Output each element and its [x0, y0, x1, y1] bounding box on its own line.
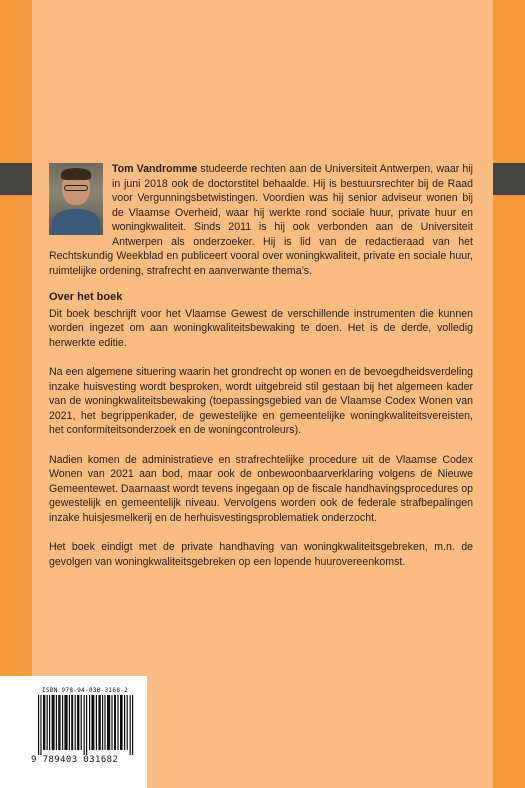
right-edge-strip	[493, 0, 525, 788]
book-paragraph-1: Dit boek beschrijft voor het Vlaamse Gewest de verschillende instrumenten die kunnen worden ingezet om aan woningkwaliteitsbewaking te doen. Het is de derde, volledig herwerkte editie.	[49, 307, 473, 349]
book-paragraph-4: Het boek eindigt met de private handhaving van woningkwaliteitsgebreken, m.n. de gevolgen van woningkwaliteitsgebreken op een lopende huurovereenkomst.	[49, 541, 473, 568]
barcode-icon	[38, 695, 134, 755]
ean-digits: 9 789403 031682	[31, 755, 119, 765]
left-dark-band	[0, 163, 32, 195]
section-title: Over het boek	[49, 291, 123, 303]
author-photo	[49, 163, 103, 235]
author-bio	[49, 162, 473, 278]
author-name: Tom Vandromme	[112, 163, 198, 175]
left-edge-strip	[0, 0, 32, 788]
isbn-label: ISBN 978-94-030-3168-2	[42, 687, 129, 694]
right-dark-band	[493, 163, 525, 195]
book-paragraph-2: Na een algemene situering waarin het grondrecht op wonen en de bevoegdheidsverdeling inzake huisvesting wordt besproken, wordt uitgebreid stil gestaan bij het algemeen kader van de woningkwaliteitsbewaking (toepassingsgebied van de Vlaamse Codex Wonen van 2021, het begrippenkader, de gewestelijke en gemeentelijke woningkwaliteitsvereisten, het conformiteitsonderzoek en de woningcontroleurs).	[49, 366, 473, 436]
back-cover-text	[49, 162, 473, 584]
author-bio-text: studeerde rechten aan de Universiteit Antwerpen, waar hij in juni 2018 ook de doctorstitel behaalde. Hij is bestuursrechter bij de Raad voor Vergunningsbetwistingen. Voordien was hij senior adviseur wonen bij de Vlaamse Overheid, waar hij werkte rond sociale huur, private huur en woningkwaliteit. Sinds 2011 is hij ook verbonden aan de Universiteit Antwerpen als onderzoeker. Hij is lid van de redactieraad van het Rechtskundig Weekblad en publiceert vooral over woningkwaliteit, private en sociale huur, ruimtelijke ordening, strafrecht en aanverwante thema’s.	[49, 163, 473, 277]
book-paragraph-3: Nadien komen de administratieve en strafrechtelijke procedure uit de Vlaamse Codex Wonen van 2021 aan bod, maar ook de onbewoonbaarverklaring volgens de Nieuwe Gemeentewet. Daarnaast wordt tevens ingegaan op de fiscale handhavingsprocedures op gewestelijk en gemeentelijk niveau. Vervolgens worden ook de federale strafbepalingen inzake huisjesmelkerij en de herhuisvestingsproblematiek onderzocht.	[49, 453, 473, 524]
